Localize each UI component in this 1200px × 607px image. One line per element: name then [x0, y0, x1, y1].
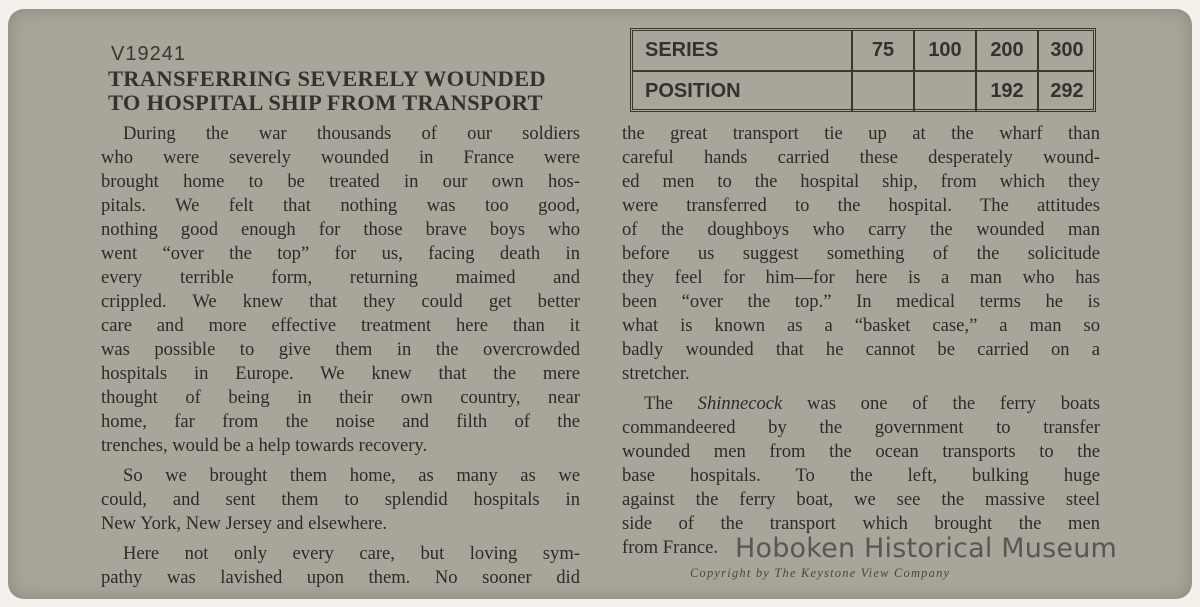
text-line: hospitals in Europe. We knew that the mere: [101, 363, 580, 384]
text-line: Here not only every care, but loving sym-: [123, 543, 580, 564]
series-value: 75: [851, 31, 913, 70]
text-line: So we brought them home, as many as we: [123, 465, 580, 486]
copyright-notice: Copyright by The Keystone View Company: [690, 566, 951, 580]
position-value: [851, 72, 913, 111]
text-line: care and more effective treatment here than it: [101, 315, 580, 336]
text-line: New York, New Jersey and elsewhere.: [101, 513, 388, 534]
position-value: 292: [1037, 72, 1095, 111]
text-line: wounded men from the ocean transports to the: [622, 441, 1100, 462]
series-label: SERIES: [645, 39, 719, 61]
series-value: 100: [913, 31, 975, 70]
text-line: home, far from the noise and filth of the: [101, 411, 580, 432]
text-line: of the doughboys who carry the wounded man: [622, 219, 1100, 240]
text-line: stretcher.: [622, 363, 690, 384]
text-line: thought of being in their own country, near: [101, 387, 580, 408]
position-value: 192: [975, 72, 1037, 111]
text-line: pitals. We felt that nothing was too good,: [101, 195, 580, 216]
position-label: POSITION: [645, 80, 741, 102]
position-value: [913, 72, 975, 111]
text-line: the great transport tie up at the wharf than: [622, 123, 1100, 144]
text-line: who were severely wounded in France were: [101, 147, 580, 168]
series-value: 200: [975, 31, 1037, 70]
text-line: crippled. We knew that they could get better: [101, 291, 580, 312]
text-line: every terrible form, returning maimed and: [101, 267, 580, 288]
text-line: trenches, would be a help towards recovery.: [101, 435, 428, 456]
text-line: went “over the top” for us, facing death in: [101, 243, 580, 264]
text-line: commandeered by the government to transfer: [622, 417, 1100, 438]
text-line: side of the transport which brought the men: [622, 513, 1100, 534]
series-value: 300: [1037, 31, 1095, 70]
text-line: careful hands carried these desperately wound-: [622, 147, 1100, 168]
text-line: ed men to the hospital ship, from which they: [622, 171, 1100, 192]
text-line: nothing good enough for those brave boys who: [101, 219, 580, 240]
text-line: were transferred to the hospital. The attitudes: [622, 195, 1100, 216]
left-text-column: [101, 122, 580, 590]
text-line: could, and sent them to splendid hospitals in: [101, 489, 580, 510]
text-line: During the war thousands of our soldiers: [123, 123, 580, 144]
card-title: [108, 67, 546, 115]
text-line: they feel for him—for here is a man who has: [622, 267, 1100, 288]
series-position-table: [630, 28, 1096, 112]
text-line: before us suggest something of the solicitude: [622, 243, 1100, 264]
series-row: [633, 31, 1093, 72]
text-line: badly wounded that he cannot be carried on a: [622, 339, 1100, 360]
right-text-column: [622, 122, 1100, 566]
card-title-line: TO HOSPITAL SHIP FROM TRANSPORT: [108, 90, 543, 115]
text-line: from France.: [622, 537, 719, 558]
text-line: been “over the top.” In medical terms he is: [622, 291, 1100, 312]
text-line: pathy was lavished upon them. No sooner did: [101, 567, 580, 588]
museum-watermark: Hoboken Historical Museum: [735, 533, 1118, 564]
card-title-line: TRANSFERRING SEVERELY WOUNDED: [108, 66, 546, 91]
text-line: against the ferry boat, we see the massive steel: [622, 489, 1100, 510]
text-line: base hospitals. To the left, bulking huge: [622, 465, 1100, 486]
text-line: brought home to be treated in our own hos-: [101, 171, 580, 192]
text-line: The Shinnecock was one of the ferry boats: [644, 393, 1100, 414]
text-line: what is known as a “basket case,” a man so: [622, 315, 1100, 336]
position-row: [633, 72, 1093, 111]
catalog-number: V19241: [111, 43, 186, 65]
text-line: was possible to give them in the overcrowded: [101, 339, 580, 360]
